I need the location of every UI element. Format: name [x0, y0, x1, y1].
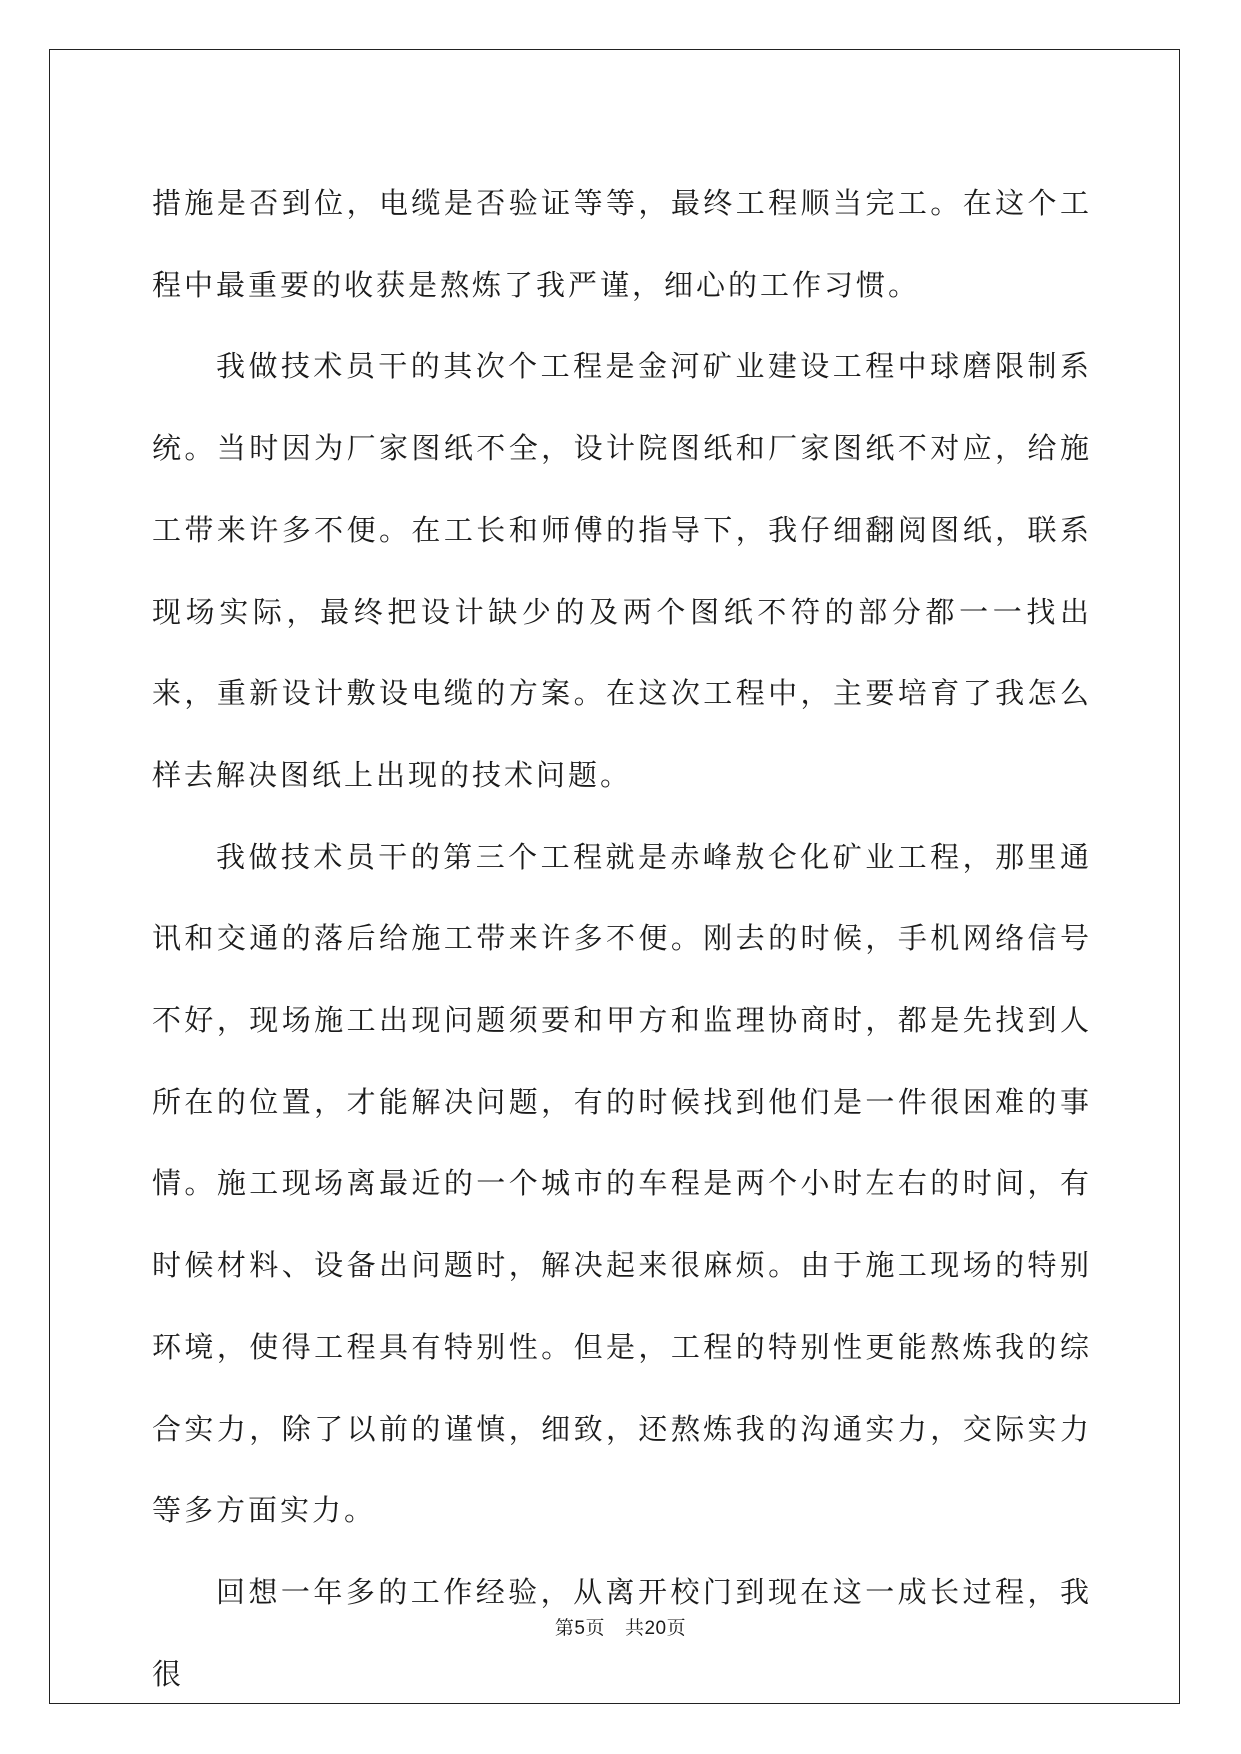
paragraph-2: 我做技术员干的其次个工程是金河矿业建设工程中球磨限制系统。当时因为厂家图纸不全，设计院图纸和厂家图纸不对应，给施工带来许多不便。在工长和师傅的指导下，我仔细翻阅图纸，联系现场实际，最终把设计缺少的及两个图纸不符的部分都一一找出来，重新设计敷设电缆的方案。在这次工程中，主要培育了我怎么样去解决图纸上出现的技术问题。 [152, 349, 1092, 792]
page-prefix: 第 [554, 1617, 575, 1639]
page-suffix: 页 [585, 1617, 605, 1639]
paragraph-1: 措施是否到位，电缆是否验证等等，最终工程顺当完工。在这个工程中最重要的收获是熬炼了我严谨，细心的工作习惯。 [152, 186, 1092, 302]
page-footer [0, 1616, 1241, 1641]
paragraph-3: 我做技术员干的第三个工程就是赤峰敖仑化矿业工程，那里通讯和交通的落后给施工带来许多不便。刚去的时候，手机网络信号不好，现场施工出现问题须要和甲方和监理协商时，都是先找到人所在的位置，才能解决问题，有的时候找到他们是一件很困难的事情。施工现场离最近的一个城市的车程是两个小时左右的时间，有时候材料、设备出问题时，解决起来很麻烦。由于施工现场的特别环境，使得工程具有特别性。但是，工程的特别性更能熬炼我的综合实力，除了以前的谨慎，细致，还熬炼我的沟通实力，交际实力等多方面实力。 [152, 839, 1092, 1528]
total-pages: 20 [644, 1618, 667, 1639]
total-prefix: 共 [624, 1617, 645, 1639]
page-number: 5 [574, 1618, 586, 1639]
document-body [152, 163, 1092, 1715]
total-suffix: 页 [666, 1617, 687, 1639]
paragraph-4: 回想一年多的工作经验，从离开校门到现在这一成长过程，我很 [152, 1574, 1092, 1691]
